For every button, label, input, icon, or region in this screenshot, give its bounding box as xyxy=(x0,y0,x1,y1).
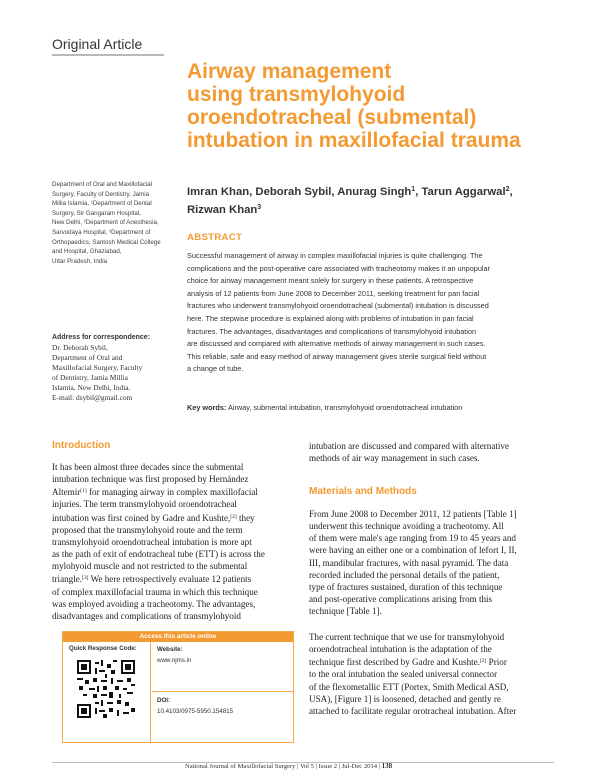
text-line: From June 2008 to December 2011, 12 patients [Table 1] xyxy=(309,509,517,519)
access-article-box xyxy=(62,631,294,743)
text-segment: Prior xyxy=(486,657,507,668)
text-line: recorded included the personal details of the patient, xyxy=(309,569,500,580)
introduction-heading: Introduction xyxy=(52,440,111,451)
text-line: intubation technique was first proposed by Hernández xyxy=(52,474,249,485)
abstract-line: analysis of 12 patients from June 2008 to December 2011, seeking treatment for pan facial xyxy=(187,288,480,298)
title-line: oroendotracheal (submental) xyxy=(187,106,477,129)
author-affil-mark: 3 xyxy=(257,204,262,211)
qr-cell xyxy=(63,642,151,743)
page-number: 138 xyxy=(381,762,393,770)
correspondence-line: Islamia, New Delhi, India. xyxy=(52,383,131,392)
methods-heading: Materials and Methods xyxy=(309,486,417,497)
text-line: disadvantages and complications of transmylohyoid xyxy=(52,610,241,621)
qr-code-icon[interactable] xyxy=(77,660,135,718)
abstract-line: a change of tube. xyxy=(187,364,244,374)
text-line: type of fractures sustained, duration of this technique xyxy=(309,581,503,592)
abstract-line: fractures who underwent transmylohyoid oroendotracheal (submental) intubation is discussed xyxy=(187,301,489,311)
correspondence-line: Department of Oral and xyxy=(52,353,123,362)
author-names: Imran Khan, Deborah Sybil, Anurag Singh xyxy=(187,186,412,198)
text-line: attached to facilitate regular orotracheal intubation. After xyxy=(309,705,517,716)
text-segment: triangle. xyxy=(52,574,83,585)
author-affil-mark: 1 xyxy=(411,186,416,193)
correspondence-line: Maxillofacial Surgery, Faculty xyxy=(52,363,143,372)
author-list xyxy=(187,182,567,218)
text-line: It has been almost three decades since the submental xyxy=(52,462,244,472)
methods-paragraph-1 xyxy=(309,508,554,617)
affiliations xyxy=(52,180,176,266)
text-line: The current technique that we use for transmylohyoid xyxy=(309,632,505,642)
doi-label: DOI: xyxy=(157,697,171,704)
page-footer xyxy=(185,762,392,770)
affiliation-line: Orthopaedics, Santosh Medical College xyxy=(52,238,161,246)
citation[interactable]: [3] xyxy=(82,575,89,582)
affiliation-line: Surgery, Faculty of Dentistry, Jamia xyxy=(52,190,150,198)
author-line xyxy=(187,182,567,200)
text-line: USA), [Figure 1] is loosened, detached and gently re xyxy=(309,693,501,704)
continued-text xyxy=(309,440,554,464)
text-line: transmylohyoid oroendotracheal intubation is more apt xyxy=(52,536,252,547)
text-segment: they xyxy=(236,512,255,523)
qr-label: Quick Response Code: xyxy=(69,645,137,652)
author-names: , xyxy=(509,186,513,198)
footer-journal: National Journal of Maxillofacial Surgery | Vol 5 | Issue 2 | Jul-Dec 2014 | xyxy=(185,763,382,770)
text-line: of them were male's age ranging from 19 to 45 years and xyxy=(309,533,516,544)
doi-link[interactable]: 10.4103/0975-5950.154815 xyxy=(157,708,234,715)
abstract-line: Successful management of airway in complex maxillofacial injuries is quite challenging. The xyxy=(187,251,483,260)
affiliation-line: Surgery, Sir Gangaram Hospital, xyxy=(52,209,141,217)
keywords-text: Airway, submental intubation, transmylohyoid oroendotracheal intubation xyxy=(226,403,463,412)
website-row xyxy=(152,642,294,692)
access-details xyxy=(152,642,294,743)
text-line: intubation are discussed and compared with alternative xyxy=(309,441,509,451)
text-line xyxy=(52,485,297,498)
text-line: mylohyoid muscle and not restricted to the submental xyxy=(52,561,248,572)
abstract-line: fractures. The advantages, disadvantages and complications of transmylohyoid intubation xyxy=(187,326,477,336)
text-line: technique [Table 1]. xyxy=(309,606,382,617)
correspondence-heading: Address for correspondence: xyxy=(52,334,151,341)
access-box-header: Access this article online xyxy=(63,632,293,642)
correspondence-line: Dr. Deborah Sybil, xyxy=(52,343,108,352)
affiliation-line: New Delhi, ²Department of Anesthesia, xyxy=(52,219,159,227)
abstract-line: are discussed and compared with alternative methods of airway management in such cases. xyxy=(187,339,486,349)
abstract-line: choice for airway management meant solely for surgery in these patients. A retrospective xyxy=(187,276,474,286)
methods-paragraph-2 xyxy=(309,631,554,717)
text-segment: intubation was first coined by Gadre and Kushte, xyxy=(52,512,231,523)
text-segment: technique first described by Gadre and Kushte. xyxy=(309,657,480,668)
text-line: oroendotracheal intubation is the adaptation of the xyxy=(309,644,492,655)
citation[interactable]: [2] xyxy=(479,658,487,665)
abstract-line: complications and the post-operative care associated with tracheotomy makes it an unpopular xyxy=(187,263,490,273)
correspondence-block xyxy=(52,333,176,403)
affiliation-line: Sarvodaya Hospital, ³Department of xyxy=(52,228,151,236)
keywords xyxy=(187,403,462,412)
text-line: was employed avoiding a tracheotomy. The advantages, xyxy=(52,598,256,609)
text-line: as the path of exit of endotracheal tube (ETT) is across the xyxy=(52,549,265,560)
text-line: to the oral intubation the sealed universal connector xyxy=(309,669,498,680)
author-affil-mark: 2 xyxy=(505,186,510,193)
abstract-body xyxy=(187,250,567,376)
text-segment: Altemir xyxy=(52,487,81,498)
affiliation-line: Department of Oral and Maxillofacial xyxy=(52,181,153,188)
affiliation-line: and Hospital, Ghaziabad, xyxy=(52,248,122,256)
section-label: Original Article xyxy=(52,36,143,52)
keywords-label: Key words: xyxy=(187,403,227,412)
website-label: Website: xyxy=(157,646,183,653)
text-line xyxy=(52,572,297,585)
text-line: were having an either one or a combination of lefort I, II, xyxy=(309,545,517,556)
text-line: of complex maxillofacial trauma in which this technique xyxy=(52,586,258,597)
citation[interactable]: [1] xyxy=(80,488,87,495)
text-line xyxy=(309,655,554,668)
doi-row xyxy=(152,693,294,743)
title-line: Airway management xyxy=(187,60,392,83)
text-line: of the flexometallic ETT (Portex, Smith Medical ASD, xyxy=(309,681,509,692)
text-segment: for managing airway in complex maxillofacial xyxy=(86,487,258,498)
website-link[interactable]: www.njms.in xyxy=(157,657,192,664)
author-names: Rizwan Khan xyxy=(187,204,258,216)
abstract-line: This reliable, safe and easy method of airway management gives sterile surgical field without xyxy=(187,351,487,361)
article-title xyxy=(187,60,567,152)
abstract-line: here. The stepwise procedure is explained along with problems of intubation in pan facial xyxy=(187,313,474,323)
correspondence-email[interactable]: E-mail: dsybil@gmail.com xyxy=(52,393,133,402)
correspondence-line: of Dentistry, Jamia Millia xyxy=(52,373,128,382)
text-line: underwent this technique avoiding a tracheotomy. All xyxy=(309,521,504,532)
affiliation-line: Uttar Pradesh, India xyxy=(52,257,108,265)
affiliation-line: Millia Islamia, ¹Department of Dental xyxy=(52,200,152,208)
text-line: and post-operative complications arising from this xyxy=(309,594,493,605)
section-divider xyxy=(52,54,164,56)
abstract-heading: ABSTRACT xyxy=(187,232,243,243)
citation[interactable]: [2] xyxy=(230,513,237,520)
text-line xyxy=(52,511,297,524)
text-line: injuries. The term transmylohyoid oroendotracheal xyxy=(52,499,237,510)
author-line xyxy=(187,200,567,218)
text-line: methods of air way management in such cases. xyxy=(309,453,480,464)
title-line: using transmylohyoid xyxy=(187,83,406,106)
title-line: intubation in maxillofacial trauma xyxy=(187,129,521,152)
text-segment: We here retrospectively evaluate 12 patients xyxy=(88,574,252,585)
text-line: III, mandibular fractures, with nasal pyramid. The data xyxy=(309,557,509,568)
text-line: proposed that the transmylohyoid route and the term xyxy=(52,524,243,535)
introduction-body xyxy=(52,461,297,622)
author-names: , Tarun Aggarwal xyxy=(415,186,506,198)
